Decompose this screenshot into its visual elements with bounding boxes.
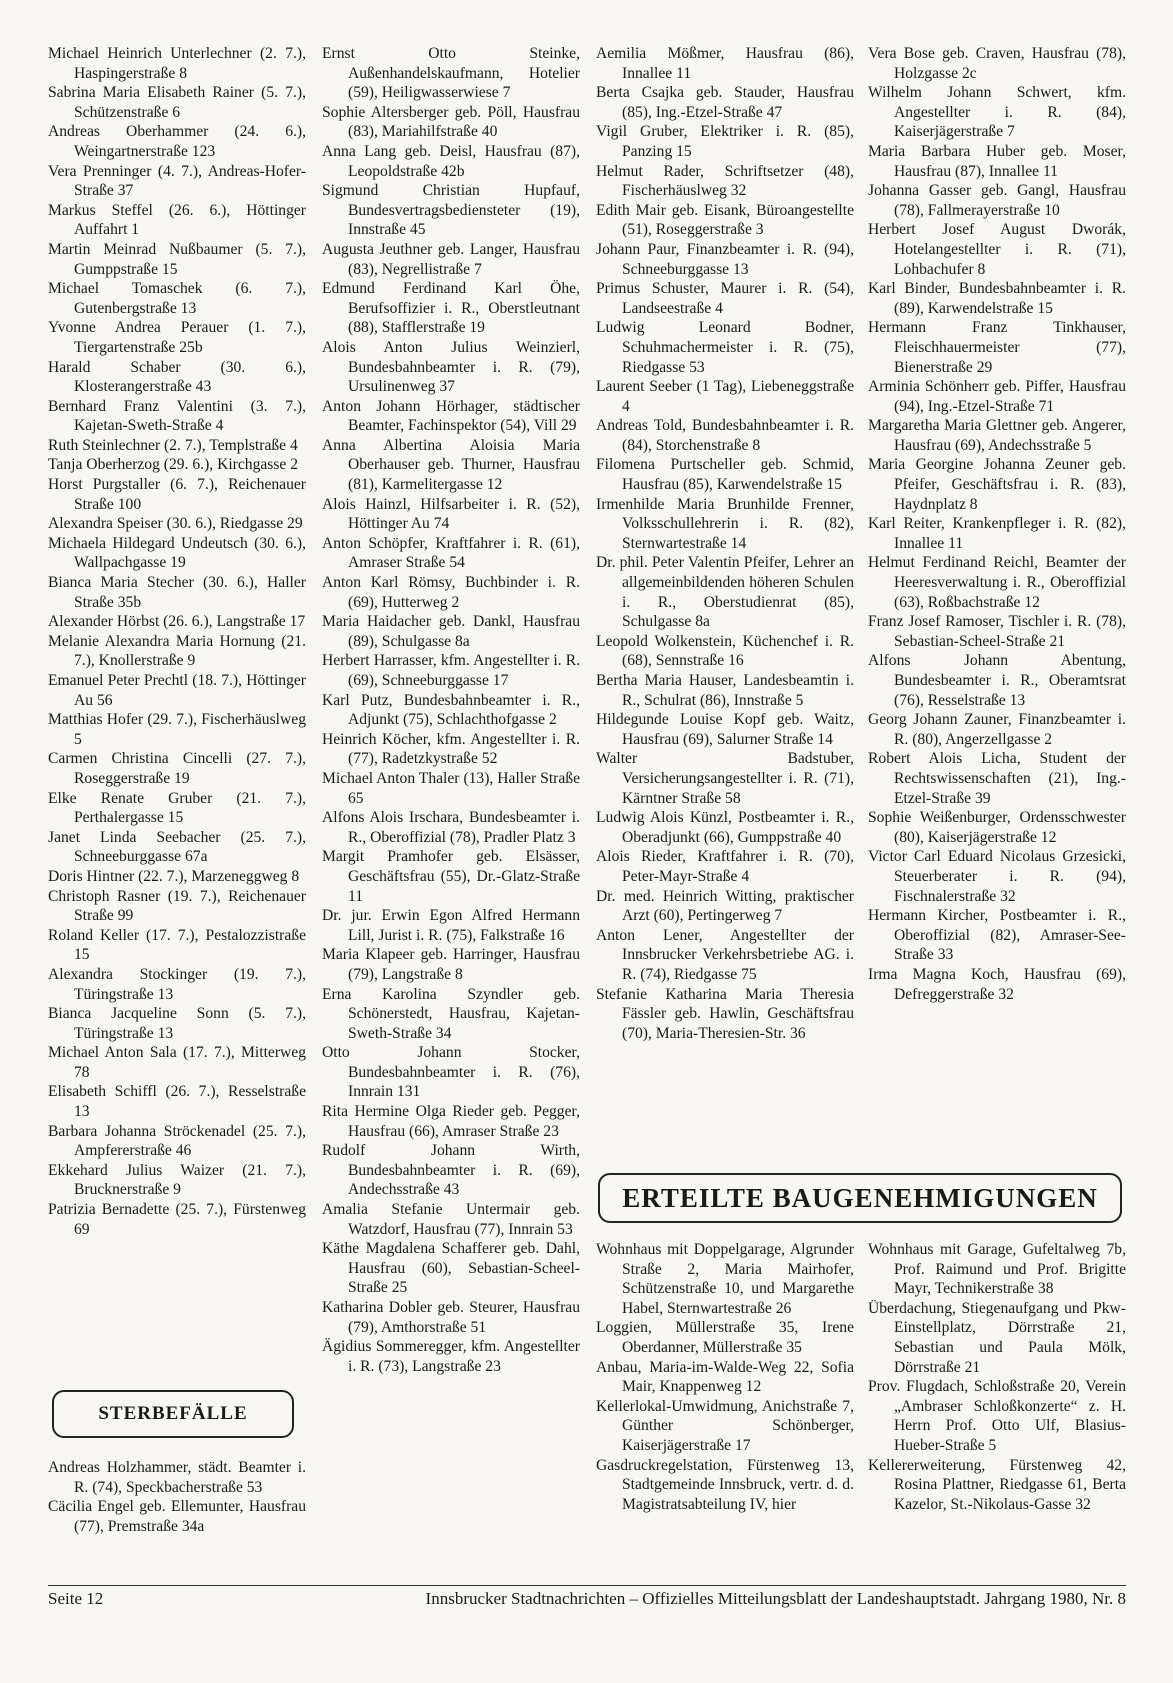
list-item: Michael Anton Sala (17. 7.), Mitterweg 78 <box>48 1044 306 1081</box>
list-item: Sigmund Christian Hupfauf, Bundesvertragsbediensteter (19), Innstraße 45 <box>322 182 580 239</box>
list-item: Maria Barbara Huber geb. Moser, Hausfrau (87), Innallee 11 <box>868 142 1126 180</box>
list-item: Hildegunde Louise Kopf geb. Waitz, Hausfrau (69), Salurner Straße 14 <box>596 711 854 748</box>
list-item: Katharina Dobler geb. Steurer, Hausfrau (79), Amthorstraße 51 <box>322 1299 580 1336</box>
list-item: Bernhard Franz Valentini (3. 7.), Kajetan-Sweth-Straße 4 <box>48 397 306 435</box>
list-item: Maria Georgine Johanna Zeuner geb. Pfeifer, Geschäftsfrau i. R. (83), Haydnplatz 8 <box>868 456 1126 513</box>
list-item: Christoph Rasner (19. 7.), Reichenauer Straße 99 <box>48 887 306 925</box>
column-3-permits <box>596 1240 854 1514</box>
list-item: Vigil Gruber, Elektriker i. R. (85), Panzing 15 <box>596 123 854 160</box>
list-item: Andreas Told, Bundesbahnbeamter i. R. (84), Storchenstraße 8 <box>596 417 854 454</box>
footer-rule <box>48 1585 1126 1586</box>
list-item: Andreas Holzhammer, städt. Beamter i. R. (74), Speckbacherstraße 53 <box>48 1459 306 1496</box>
list-item: Aemilia Mößmer, Hausfrau (86), Innallee 11 <box>596 45 854 82</box>
list-item: Alois Hainzl, Hilfsarbeiter i. R. (52), Höttinger Au 74 <box>322 495 580 533</box>
list-item: Emanuel Peter Prechtl (18. 7.), Höttinger Au 56 <box>48 672 306 709</box>
list-item: Otto Johann Stocker, Bundesbahnbeamter i. R. (76), Innrain 131 <box>322 1044 580 1101</box>
list-item: Tanja Oberherzog (29. 6.), Kirchgasse 2 <box>48 456 299 474</box>
list-item: Maria Klapeer geb. Harringer, Hausfrau (79), Langstraße 8 <box>322 946 580 983</box>
list-item: Bertha Maria Hauser, Landesbeamtin i. R., Schulrat (86), Innstraße 5 <box>596 672 854 709</box>
list-item: Anton Johann Hörhager, städtischer Beamter, Fachinspektor (54), Vill 29 <box>322 397 580 435</box>
list-item: Roland Keller (17. 7.), Pestalozzistraße 15 <box>48 926 306 964</box>
list-item: Robert Alois Licha, Student der Rechtswissenschaften (21), Ing.-Etzel-Straße 39 <box>868 750 1126 807</box>
list-item: Herbert Josef August Dworák, Hotelangestellter i. R. (71), Lohbachufer 8 <box>868 221 1126 278</box>
list-item: Anna Albertina Aloisia Maria Oberhauser geb. Thurner, Hausfrau (81), Karmelitergasse 12 <box>322 436 580 494</box>
list-item: Elke Renate Gruber (21. 7.), Perthalergasse 15 <box>48 789 306 827</box>
list-item: Anton Karl Römsy, Buchbinder i. R. (69), Hutterweg 2 <box>322 574 580 611</box>
list-item: Janet Linda Seebacher (25. 7.), Schneeburggasse 67a <box>48 828 306 866</box>
list-item: Alexandra Speiser (30. 6.), Riedgasse 29 <box>48 515 303 533</box>
list-item: Johann Paur, Finanzbeamter i. R. (94), Schneeburggasse 13 <box>596 240 854 278</box>
list-item: Matthias Hofer (29. 7.), Fischerhäuslweg 5 <box>48 711 306 748</box>
list-item: Margaretha Maria Glettner geb. Angerer, Hausfrau (69), Andechsstraße 5 <box>868 417 1126 454</box>
list-item: Andreas Oberhammer (24. 6.), Weingartnerstraße 123 <box>48 123 306 160</box>
list-item: Rudolf Johann Wirth, Bundesbahnbeamter i. R. (69), Andechsstraße 43 <box>322 1142 580 1199</box>
list-item: Horst Purgstaller (6. 7.), Reichenauer Straße 100 <box>48 476 306 513</box>
list-item: Anton Lener, Angestellter der Innsbrucker Verkehrsbetriebe AG. i. R. (74), Riedgasse 75 <box>596 926 854 983</box>
list-item: Helmut Ferdinand Reichl, Beamter der Heeresverwaltung i. R., Oberoffizial (63), Roßbachstraße 12 <box>868 554 1126 611</box>
list-item: Michael Anton Thaler (13), Haller Straße 65 <box>322 769 580 807</box>
list-item: Hermann Kircher, Postbeamter i. R., Oberoffizial (82), Amraser-See-Straße 33 <box>868 907 1126 964</box>
list-item: Michael Tomaschek (6. 7.), Gutenbergstraße 13 <box>48 280 306 317</box>
list-item: Arminia Schönherr geb. Piffer, Hausfrau (94), Ing.-Etzel-Straße 71 <box>868 378 1126 415</box>
list-item: Kellererweiterung, Fürstenweg 42, Rosina Plattner, Riedgasse 61, Berta Kazelor, St.-Nikolaus-Gasse 32 <box>868 1456 1126 1513</box>
list-item: Prov. Flugdach, Schloßstraße 20, Verein „Ambraser Schloßkonzerte“ z. H. Herrn Prof. Otto Ulf, Blasius-Hueber-Straße 5 <box>868 1378 1126 1454</box>
list-item: Sabrina Maria Elisabeth Rainer (5. 7.), Schützenstraße 6 <box>48 84 306 121</box>
list-item: Melanie Alexandra Maria Hornung (21. 7.), Knollerstraße 9 <box>48 632 306 670</box>
list-item: Karl Binder, Bundesbahnbeamter i. R. (89), Karwendelstraße 15 <box>868 280 1126 317</box>
list-item: Wohnhaus mit Doppelgarage, Algrunder Straße 2, Maria Mairhofer, Schützenstraße 10, und Margarethe Habel, Sternwartestraße 26 <box>596 1241 854 1317</box>
list-item: Sophie Altersberger geb. Pöll, Hausfrau (83), Mariahilfstraße 40 <box>322 103 580 141</box>
list-item: Alfons Alois Irschara, Bundesbeamter i. R., Oberoffizial (78), Pradler Platz 3 <box>322 809 580 846</box>
list-item: Wohnhaus mit Garage, Gufeltalweg 7b, Prof. Raimund und Prof. Brigitte Mayr, Technikerstraße 38 <box>868 1241 1126 1298</box>
list-item: Überdachung, Stiegenaufgang und Pkw-Einstellplatz, Dörrstraße 21, Sebastian und Paula Mölk, Dörrstraße 21 <box>868 1299 1126 1376</box>
list-item: Sophie Weißenburger, Ordensschwester (80), Kaiserjägerstraße 12 <box>868 809 1126 846</box>
list-item: Karl Reiter, Krankenpfleger i. R. (82), Innallee 11 <box>868 515 1126 552</box>
column-4-permits <box>868 1240 1126 1514</box>
list-item: Laurent Seeber (1 Tag), Liebeneggstraße 4 <box>596 378 854 415</box>
page-number: Seite 12 <box>48 1589 104 1608</box>
list-item: Victor Carl Eduard Nicolaus Grzesicki, Steuerberater i. R. (94), Fischnalerstraße 32 <box>868 848 1126 905</box>
list-item: Carmen Christina Cincelli (27. 7.), Roseggerstraße 19 <box>48 750 306 787</box>
list-item: Harald Schaber (30. 6.), Klosterangerstraße 43 <box>48 358 306 396</box>
list-item: Walter Badstuber, Versicherungsangestellter i. R. (71), Kärntner Straße 58 <box>596 750 854 807</box>
list-item: Edith Mair geb. Eisank, Büroangestellte (51), Roseggerstraße 3 <box>596 201 854 239</box>
list-item: Primus Schuster, Maurer i. R. (54), Landseestraße 4 <box>596 280 854 317</box>
list-item: Bianca Maria Stecher (30. 6.), Haller Straße 35b <box>48 574 306 611</box>
list-item: Ernst Otto Steinke, Außenhandelskaufmann, Hotelier (59), Heiligwasserwiese 7 <box>322 45 580 102</box>
list-item: Helmut Rader, Schriftsetzer (48), Fischerhäuslweg 32 <box>596 162 854 200</box>
list-item: Elisabeth Schiffl (26. 7.), Resselstraße 13 <box>48 1083 306 1121</box>
list-item: Anbau, Maria-im-Walde-Weg 22, Sofia Mair, Knappenweg 12 <box>596 1358 854 1396</box>
list-item: Vera Prenninger (4. 7.), Andreas-Hofer-Straße 37 <box>48 162 306 200</box>
list-item: Cäcilia Engel geb. Ellemunter, Hausfrau (77), Premstraße 34a <box>48 1498 306 1535</box>
column-1-deaths <box>48 1458 306 1536</box>
list-item: Karl Putz, Bundesbahnbeamter i. R., Adjunkt (75), Schlachthofgasse 2 <box>322 691 580 729</box>
list-item: Loggien, Müllerstraße 35, Irene Oberdanner, Müllerstraße 35 <box>596 1319 854 1356</box>
list-item: Herbert Harrasser, kfm. Angestellter i. R. (69), Schneeburggasse 17 <box>322 652 580 689</box>
list-item: Stefanie Katharina Maria Theresia Fässler geb. Hawlin, Geschäftsfrau (70), Maria-Theresien-Str. 36 <box>596 985 854 1042</box>
list-item: Doris Hintner (22. 7.), Marzeneggweg 8 <box>48 867 300 885</box>
footer <box>48 1589 1126 1609</box>
list-item: Alexandra Stockinger (19. 7.), Türingstraße 13 <box>48 965 306 1003</box>
list-item: Filomena Purtscheller geb. Schmid, Hausfrau (85), Karwendelstraße 15 <box>596 456 854 494</box>
list-item: Augusta Jeuthner geb. Langer, Hausfrau (83), Negrellistraße 7 <box>322 240 580 278</box>
list-item: Ägidius Sommeregger, kfm. Angestellter i. R. (73), Langstraße 23 <box>322 1338 580 1375</box>
list-item: Kellerlokal-Umwidmung, Anichstraße 7, Günther Schönberger, Kaiserjägerstraße 17 <box>596 1397 854 1454</box>
list-item: Wilhelm Johann Schwert, kfm. Angestellter i. R. (84), Kaiserjägerstraße 7 <box>868 84 1126 141</box>
list-item: Margit Pramhofer geb. Elsässer, Geschäftsfrau (55), Dr.-Glatz-Straße 11 <box>322 848 580 905</box>
list-item: Irmenhilde Maria Brunhilde Frenner, Volksschullehrerin i. R. (82), Sternwartestraße 14 <box>596 495 854 552</box>
list-item: Martin Meinrad Nußbaumer (5. 7.), Gumppstraße 15 <box>48 240 306 278</box>
column-4 <box>868 44 1126 1004</box>
column-3 <box>596 44 854 1043</box>
list-item: Amalia Stefanie Untermair geb. Watzdorf, Hausfrau (77), Innrain 53 <box>322 1201 580 1238</box>
list-item: Yvonne Andrea Perauer (1. 7.), Tiergartenstraße 25b <box>48 319 306 356</box>
list-item: Käthe Magdalena Schafferer geb. Dahl, Hausfrau (60), Sebastian-Scheel-Straße 25 <box>322 1240 580 1297</box>
list-item: Anna Lang geb. Deisl, Hausfrau (87), Leopoldstraße 42b <box>322 142 580 180</box>
list-item: Alfons Johann Abentung, Bundesbeamter i. R., Oberamtsrat (76), Resselstraße 13 <box>868 652 1126 709</box>
list-item: Franz Josef Ramoser, Tischler i. R. (78), Sebastian-Scheel-Straße 21 <box>868 613 1126 650</box>
list-item: Ludwig Alois Künzl, Postbeamter i. R., Oberadjunkt (66), Gumppstraße 40 <box>596 809 854 846</box>
list-item: Anton Schöpfer, Kraftfahrer i. R. (61), Amraser Straße 54 <box>322 534 580 572</box>
list-item: Vera Bose geb. Craven, Hausfrau (78), Holzgasse 2c <box>868 45 1126 82</box>
list-item: Alexander Hörbst (26. 6.), Langstraße 17 <box>48 613 306 631</box>
list-item: Dr. med. Heinrich Witting, praktischer Arzt (60), Pertingerweg 7 <box>596 887 854 925</box>
list-item: Heinrich Köcher, kfm. Angestellter i. R. (77), Radetzkystraße 52 <box>322 730 580 768</box>
list-item: Maria Haidacher geb. Dankl, Hausfrau (89), Schulgasse 8a <box>322 613 580 650</box>
list-item: Irma Magna Koch, Hausfrau (69), Defreggerstraße 32 <box>868 965 1126 1003</box>
publication-title: Innsbrucker Stadtnachrichten – Offizielles Mitteilungsblatt der Landeshauptstadt. Jahrgang 1980, Nr. 8 <box>425 1589 1126 1608</box>
list-item: Ludwig Leonard Bodner, Schuhmachermeister i. R. (75), Riedgasse 53 <box>596 319 854 376</box>
heading-sterbefaelle: STERBEFÄLLE <box>52 1390 294 1438</box>
list-item: Georg Johann Zauner, Finanzbeamter i. R. (80), Angerzellgasse 2 <box>868 711 1126 748</box>
list-item: Alois Anton Julius Weinzierl, Bundesbahnbeamter i. R. (79), Ursulinenweg 37 <box>322 338 580 396</box>
list-item: Rita Hermine Olga Rieder geb. Pegger, Hausfrau (66), Amraser Straße 23 <box>322 1103 580 1140</box>
list-item: Hermann Franz Tinkhauser, Fleischhauermeister (77), Bienerstraße 29 <box>868 319 1126 376</box>
list-item: Alois Rieder, Kraftfahrer i. R. (70), Peter-Mayr-Straße 4 <box>596 848 854 885</box>
list-item: Bianca Jacqueline Sonn (5. 7.), Türingstraße 13 <box>48 1005 306 1042</box>
list-item: Dr. phil. Peter Valentin Pfeifer, Lehrer an allgemeinbildenden höheren Schulen i. R., Oberstudienrat (85), Schulgasse 8a <box>596 554 854 631</box>
heading-baugenehmigungen: ERTEILTE BAUGENEHMIGUNGEN <box>598 1173 1122 1223</box>
list-item: Johanna Gasser geb. Gangl, Hausfrau (78), Fallmerayerstraße 10 <box>868 182 1126 219</box>
list-item: Gasdruckregelstation, Fürstenweg 13, Stadtgemeinde Innsbruck, vertr. d. d. Magistratsabteilung IV, hier <box>596 1456 854 1513</box>
list-item: Michael Heinrich Unterlechner (2. 7.), Haspingerstraße 8 <box>48 45 306 82</box>
list-item: Leopold Wolkenstein, Küchenchef i. R. (68), Sennstraße 16 <box>596 632 854 670</box>
list-item: Ekkehard Julius Waizer (21. 7.), Brucknerstraße 9 <box>48 1161 306 1199</box>
column-1 <box>48 44 306 1239</box>
list-item: Patrizia Bernadette (25. 7.), Fürstenweg 69 <box>48 1201 306 1238</box>
list-item: Dr. jur. Erwin Egon Alfred Hermann Lill, Jurist i. R. (75), Falkstraße 16 <box>322 907 580 944</box>
list-item: Michaela Hildegard Undeutsch (30. 6.), Wallpachgasse 19 <box>48 534 306 572</box>
list-item: Edmund Ferdinand Karl Öhe, Berufsoffizier i. R., Oberstleutnant (88), Stafflerstraße 19 <box>322 280 580 337</box>
list-item: Barbara Johanna Ströckenadel (25. 7.), Ampfererstraße 46 <box>48 1122 306 1160</box>
list-item: Ruth Steinlechner (2. 7.), Templstraße 4 <box>48 436 298 454</box>
column-2 <box>322 44 580 1376</box>
list-item: Markus Steffel (26. 6.), Höttinger Auffahrt 1 <box>48 201 306 239</box>
list-item: Berta Csajka geb. Stauder, Hausfrau (85), Ing.-Etzel-Straße 47 <box>596 84 854 121</box>
list-item: Erna Karolina Szyndler geb. Schönerstedt, Hausfrau, Kajetan-Sweth-Straße 34 <box>322 985 580 1042</box>
